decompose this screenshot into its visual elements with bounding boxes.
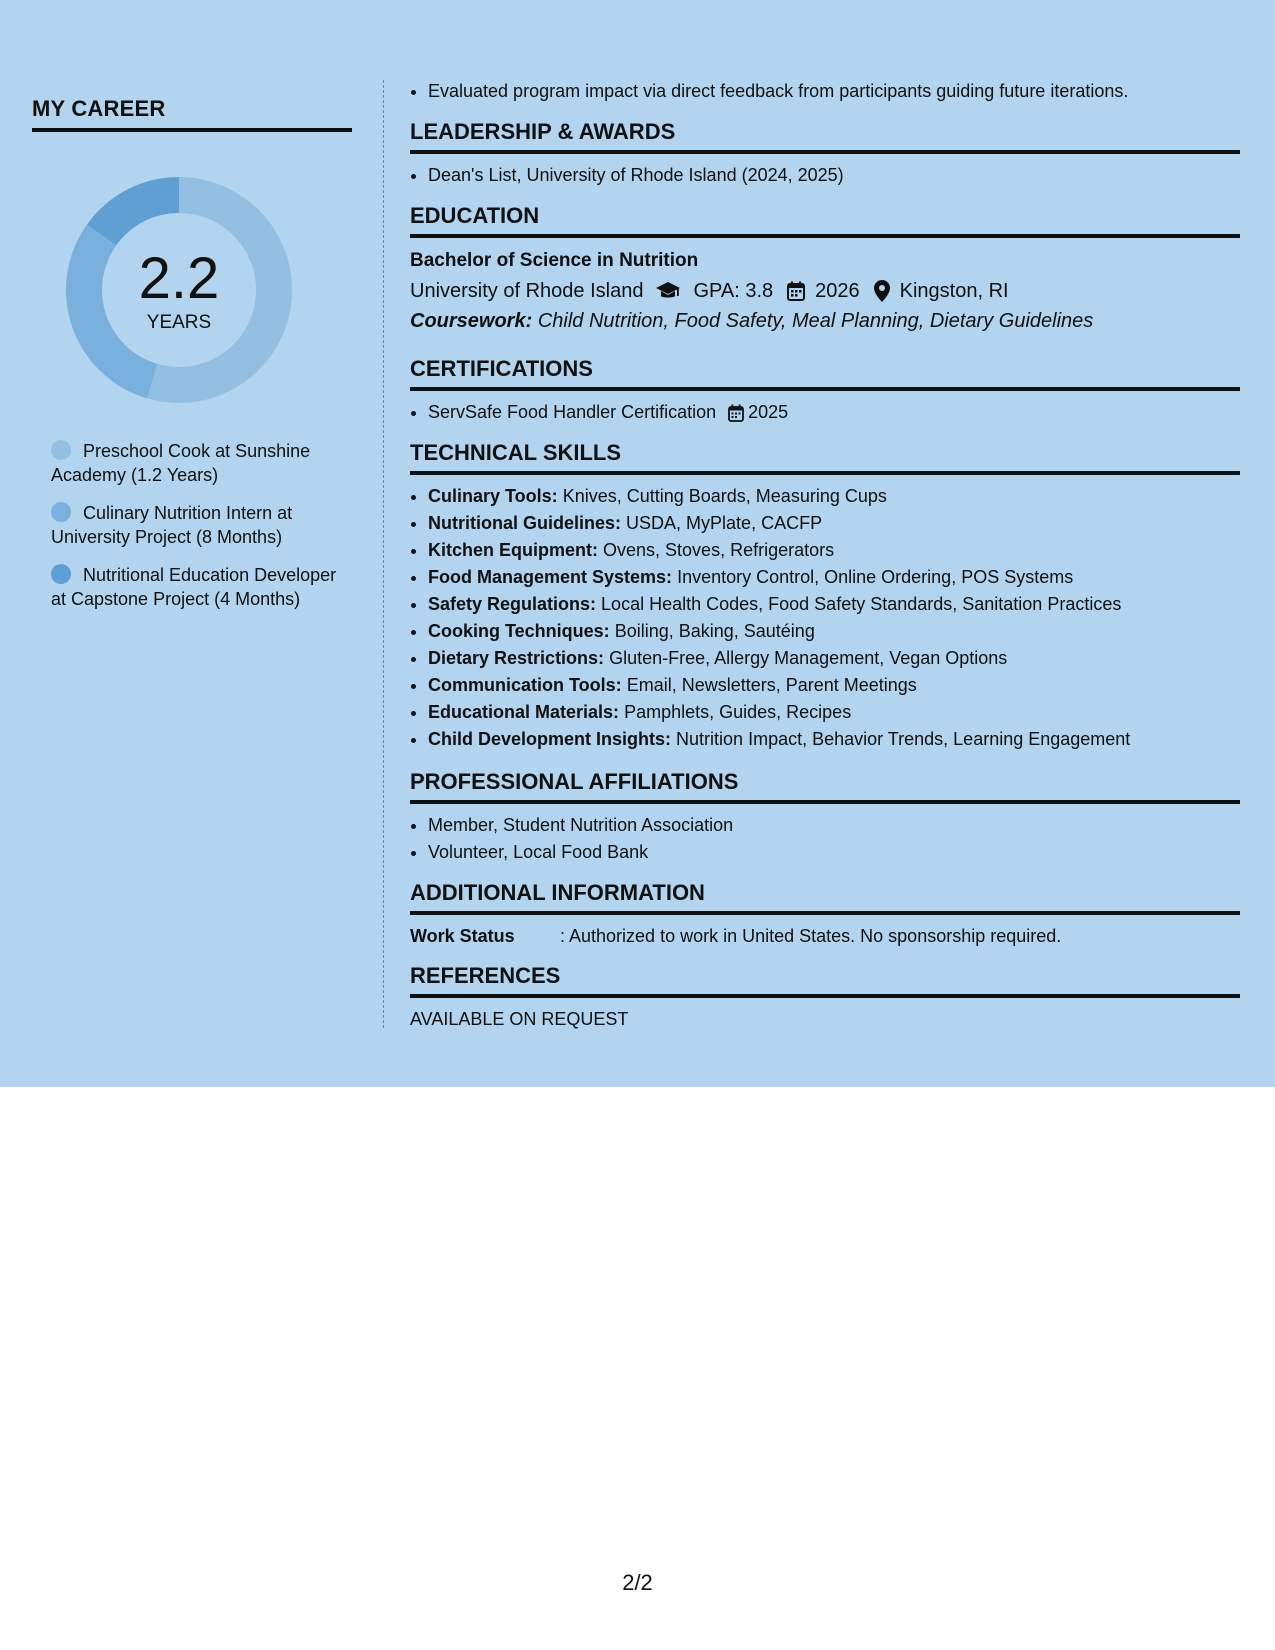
legend-item [51, 439, 341, 487]
donut-center [66, 177, 292, 403]
skill-item [428, 726, 1240, 753]
skill-category: Safety Regulations: [428, 594, 597, 614]
work-status-value: : Authorized to work in United States. No sponsorship required. [560, 926, 1062, 946]
skill-item [428, 672, 1240, 699]
education-section [410, 203, 1240, 336]
references-section [410, 963, 1240, 1032]
skill-item [428, 564, 1240, 591]
skill-category: Culinary Tools: [428, 486, 558, 506]
legend-dot [51, 502, 71, 522]
section-title: TECHNICAL SKILLS [410, 440, 1240, 475]
continued-bullets [410, 78, 1240, 105]
list-item: • Evaluated program impact via direct feedback from participants guiding future iterations. [428, 78, 1240, 105]
graduation-cap-icon [655, 281, 681, 301]
skill-category: Educational Materials: [428, 702, 620, 722]
skill-values: Local Health Codes, Food Safety Standards, Sanitation Practices [601, 594, 1122, 614]
page-number: 2/2 [622, 1570, 653, 1595]
column-divider [383, 80, 384, 1028]
skills-section [410, 440, 1240, 753]
skill-item [428, 618, 1240, 645]
skill-category: Communication Tools: [428, 675, 622, 695]
list-item: • Volunteer, Local Food Bank [428, 839, 1240, 866]
certifications-section [410, 356, 1240, 426]
list-item [428, 399, 1240, 426]
coursework [410, 306, 1240, 336]
leadership-section [410, 119, 1240, 189]
legend-dot [51, 564, 71, 584]
affiliations-section [410, 769, 1240, 866]
school-location: Kingston, RI [899, 280, 1009, 302]
skill-category: Cooking Techniques: [428, 621, 610, 641]
skill-item [428, 483, 1240, 510]
sidebar [32, 96, 352, 625]
coursework-label: Coursework: [410, 310, 533, 332]
skill-item [428, 537, 1240, 564]
certification-name: • ServSafe Food Handler Certification [428, 402, 717, 422]
section-title: CERTIFICATIONS [410, 356, 1240, 391]
main-content [410, 78, 1240, 1032]
map-pin-icon [874, 280, 890, 302]
skill-category: Dietary Restrictions: [428, 648, 605, 668]
school-name: University of Rhode Island [410, 280, 644, 302]
section-title: ADDITIONAL INFORMATION [410, 880, 1240, 915]
skill-category: Kitchen Equipment: [428, 540, 598, 560]
total-years-value: 2.2 [138, 246, 220, 311]
calendar-icon [728, 404, 744, 422]
skill-values: Boiling, Baking, Sautéing [614, 621, 815, 641]
education-details [410, 276, 1240, 306]
skill-item [428, 591, 1240, 618]
skill-values: Gluten-Free, Allergy Management, Vegan Options [609, 648, 1008, 668]
legend-item [51, 501, 341, 549]
affiliations-list [410, 812, 1240, 866]
career-legend [51, 439, 341, 611]
work-status-row [410, 923, 1240, 949]
skills-list [410, 483, 1240, 753]
skill-values: Knives, Cutting Boards, Measuring Cups [562, 486, 887, 506]
references-text: AVAILABLE ON REQUEST [410, 1009, 629, 1029]
calendar-icon [787, 281, 805, 301]
skill-category: Nutritional Guidelines: [428, 513, 622, 533]
skill-item [428, 645, 1240, 672]
coursework-list: Child Nutrition, Food Safety, Meal Planning, Dietary Guidelines [537, 310, 1094, 332]
skill-category: Food Management Systems: [428, 567, 673, 587]
skill-category: Child Development Insights: [428, 729, 672, 749]
leadership-list [410, 162, 1240, 189]
skill-values: Nutrition Impact, Behavior Trends, Learning Engagement [676, 729, 1131, 749]
section-title: PROFESSIONAL AFFILIATIONS [410, 769, 1240, 804]
list-item: • Dean's List, University of Rhode Island (2024, 2025) [428, 162, 1240, 189]
work-status-label: Work Status [410, 926, 515, 946]
degree-title: Bachelor of Science in Nutrition [410, 250, 699, 271]
skill-values: Pamphlets, Guides, Recipes [624, 702, 852, 722]
career-donut-chart [66, 177, 292, 403]
legend-label: Preschool Cook at Sunshine Academy (1.2 Years) [51, 441, 311, 485]
section-title: REFERENCES [410, 963, 1240, 998]
skill-values: Email, Newsletters, Parent Meetings [626, 675, 917, 695]
section-title: EDUCATION [410, 203, 1240, 238]
legend-label: Culinary Nutrition Intern at University Project (8 Months) [51, 503, 293, 547]
gpa: GPA: 3.8 [693, 280, 774, 302]
certifications-list [410, 399, 1240, 426]
skill-values: USDA, MyPlate, CACFP [626, 513, 823, 533]
legend-dot [51, 440, 71, 460]
list-item: • Member, Student Nutrition Association [428, 812, 1240, 839]
skill-item [428, 699, 1240, 726]
certification-year: 2025 [748, 402, 789, 422]
total-years-unit: YEARS [146, 312, 212, 333]
graduation-year: 2026 [815, 280, 860, 302]
skill-item [428, 510, 1240, 537]
skill-values: Inventory Control, Online Ordering, POS Systems [677, 567, 1074, 587]
additional-info-section [410, 880, 1240, 949]
sidebar-title: MY CAREER [32, 96, 352, 132]
legend-item [51, 563, 341, 611]
legend-label: Nutritional Education Developer at Capstone Project (4 Months) [51, 565, 337, 609]
skill-values: Ovens, Stoves, Refrigerators [603, 540, 835, 560]
section-title: LEADERSHIP & AWARDS [410, 119, 1240, 154]
